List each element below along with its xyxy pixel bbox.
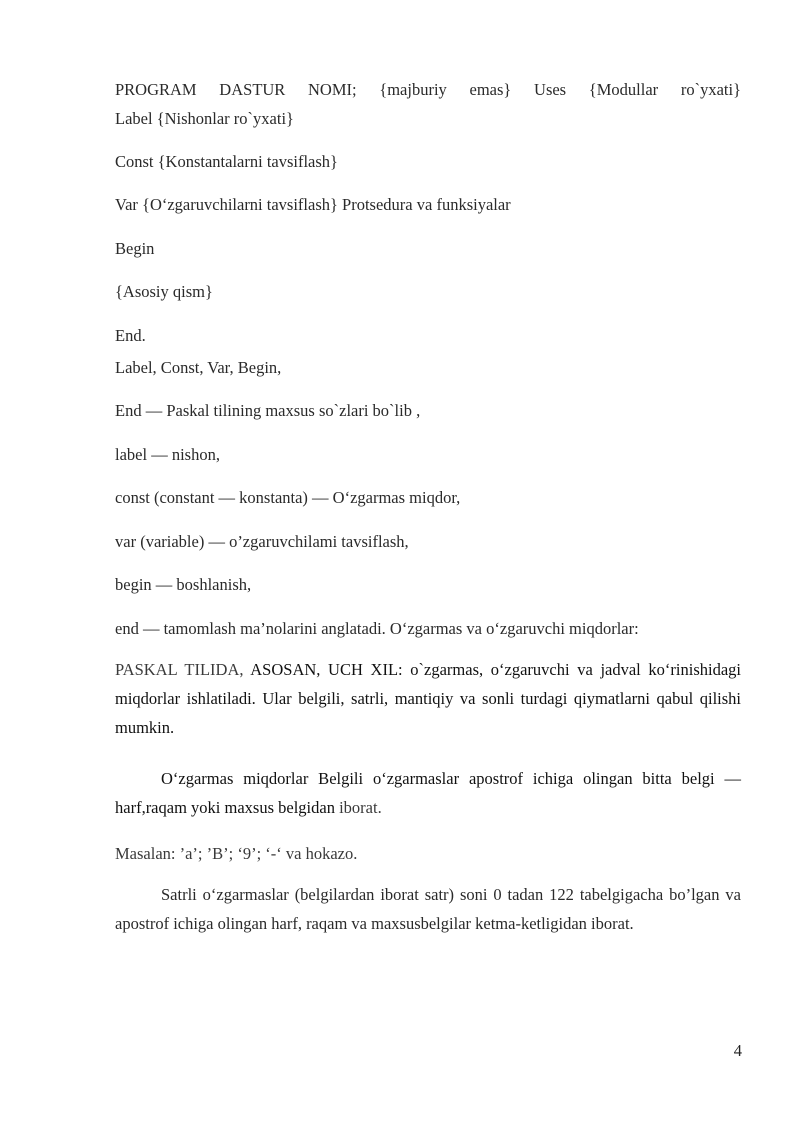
keywords-line: Label, Const, Var, Begin,: [115, 358, 282, 377]
var-definition-line: var (variable) — o’zgaruvchilami tavsiflash,: [115, 532, 409, 551]
const-declaration-line: Const {Konstantalarni tavsiflash}: [115, 152, 338, 171]
end-line: End.: [115, 326, 146, 345]
end-definition-detail-line: end — tamomlash ma’nolarini anglatadi. O‘zgarmas va o‘zgaruvchi miqdorlar:: [115, 619, 639, 638]
begin-line: Begin: [115, 239, 155, 258]
paragraph-string-constants-body: Satrli o‘zgarmaslar (belgilardan iborat satr) soni 0 tadan 122 tabelgigacha bo’lgan va apostrof ichiga olingan harf, raqam va maxsusbelgilar ketma-ketligidan iborat.: [115, 885, 741, 933]
var-declaration-line: Var {O‘zgaruvchilarni tavsiflash} Protsedura va funksiyalar: [115, 195, 511, 214]
example-line: Masalan: ’a’; ’B’; ‘9’; ‘-‘ va hokazo.: [115, 844, 358, 863]
paragraph-data-types: [115, 655, 741, 742]
paragraph-string-constants: [115, 880, 741, 938]
label-declaration-line: Label {Nishonlar ro`yxati}: [115, 109, 294, 128]
paragraph-constants-body: O‘zgarmas miqdorlar Belgili o‘zgarmaslar apostrof ichiga olingan bitta belgi — harf,raqam yoki maxsus belgidan: [115, 769, 741, 817]
paragraph-data-types-lead: PASKAL TILIDA,: [115, 660, 244, 679]
paragraph-constants: [115, 764, 741, 822]
program-header-line: PROGRAM DASTUR NOMI; {majburiy emas} Uses {Modullar ro`yxati}: [115, 80, 741, 99]
end-definition-line: End — Paskal tilining maxsus so`zlari bo`lib ,: [115, 401, 421, 420]
label-definition-line: label — nishon,: [115, 445, 220, 464]
paragraph-program-header: [115, 75, 741, 104]
page-number: 4: [733, 1041, 742, 1060]
paragraph-data-types-body: ASOSAN, UCH XIL: o`zgarmas, o‘zgaruvchi va jadval ko‘rinishidagi miqdorlar ishlatiladi. Ular belgili, satrli, mantiqiy va sonli turdagi qiymatlarni qabul qilishi mumkin.: [115, 660, 741, 737]
const-definition-line: const (constant — konstanta) — O‘zgarmas miqdor,: [115, 488, 461, 507]
main-part-line: {Asosiy qism}: [115, 282, 213, 301]
begin-definition-line: begin — boshlanish,: [115, 575, 252, 594]
paragraph-constants-tail: iborat.: [334, 798, 382, 817]
